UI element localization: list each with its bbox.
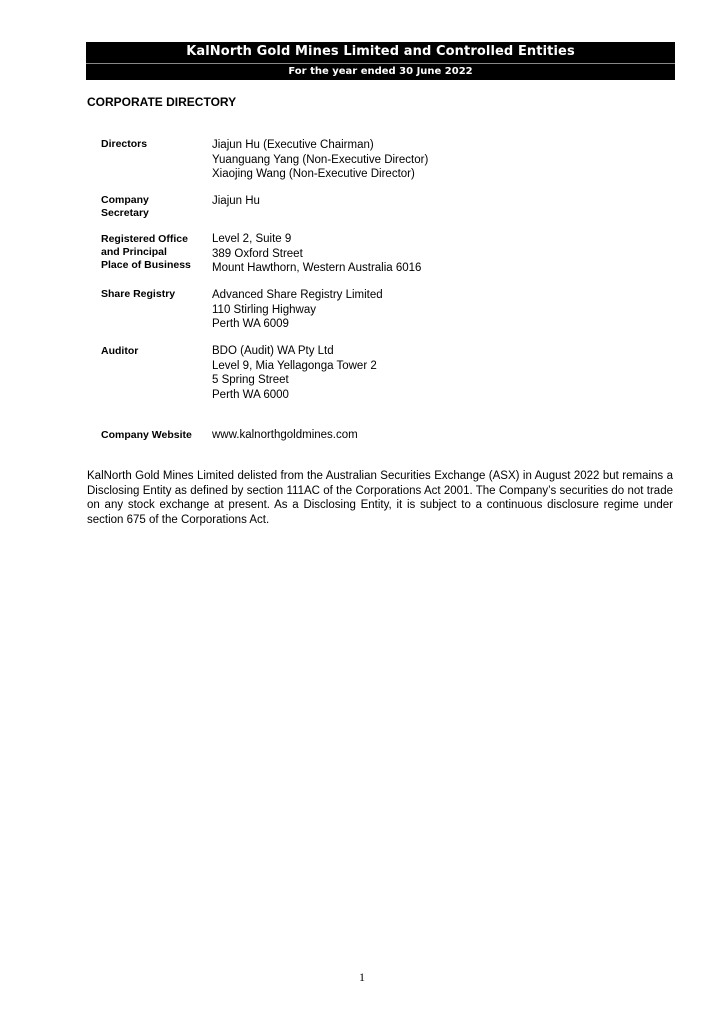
company-secretary-label [101,194,206,220]
company-secretary-value [212,194,260,209]
page-number: 1 [359,970,365,984]
secretary-line: Jiajun Hu [212,195,260,207]
label-line: Company [101,194,149,206]
disclosure-paragraph: KalNorth Gold Mines Limited delisted from the Australian Securities Exchange (ASX) in August 2022 but remains a Disclosing Entity as defined by section 111AC of the Corporations Act 2001. The Company’s securities do not trade on any stock exchange at present. As a Disclosing Entity, it is subject to a continuous disclosure regime under section 675 of the Corporations Act. [87,470,673,526]
address-line: Perth WA 6000 [212,388,289,401]
director-line: Jiajun Hu (Executive Chairman) [212,139,374,151]
report-title: KalNorth Gold Mines Limited and Controlled Entities [186,44,575,59]
directors-label: Directors [101,138,148,150]
section-heading: CORPORATE DIRECTORY [87,95,237,109]
address-line: 5 Spring Street [212,374,289,386]
address-line: Mount Hawthorn, Western Australia 6016 [212,262,422,274]
auditor-label: Auditor [101,345,139,357]
registered-office-label [101,233,206,272]
registered-office-value [212,232,421,276]
address-line: Advanced Share Registry Limited [212,289,383,301]
auditor-value [212,344,377,402]
address-line: 389 Oxford Street [212,247,303,260]
address-line: Level 2, Suite 9 [212,233,292,245]
director-line: Xiaojing Wang (Non-Executive Director) [212,168,415,180]
address-line: Perth WA 6009 [212,318,289,330]
label-line: Secretary [101,207,149,219]
label-line: Place of Business [101,259,191,271]
report-period: For the year ended 30 June 2022 [288,66,473,77]
banner-divider [86,63,675,64]
address-line: BDO (Audit) WA Pty Ltd [212,345,334,357]
share-registry-label: Share Registry [101,288,176,300]
website-link[interactable]: www.kalnorthgoldmines.com [212,429,358,441]
label-line: and Principal [101,246,167,258]
director-line: Yuanguang Yang (Non-Executive Director) [212,153,429,166]
label-line: Registered Office [101,233,188,245]
website-label: Company Website [101,429,192,441]
share-registry-value [212,288,383,332]
address-line: 110 Stirling Highway [212,303,316,316]
header-banner [86,42,675,80]
address-line: Level 9, Mia Yellagonga Tower 2 [212,359,377,372]
directors-value [212,138,428,182]
